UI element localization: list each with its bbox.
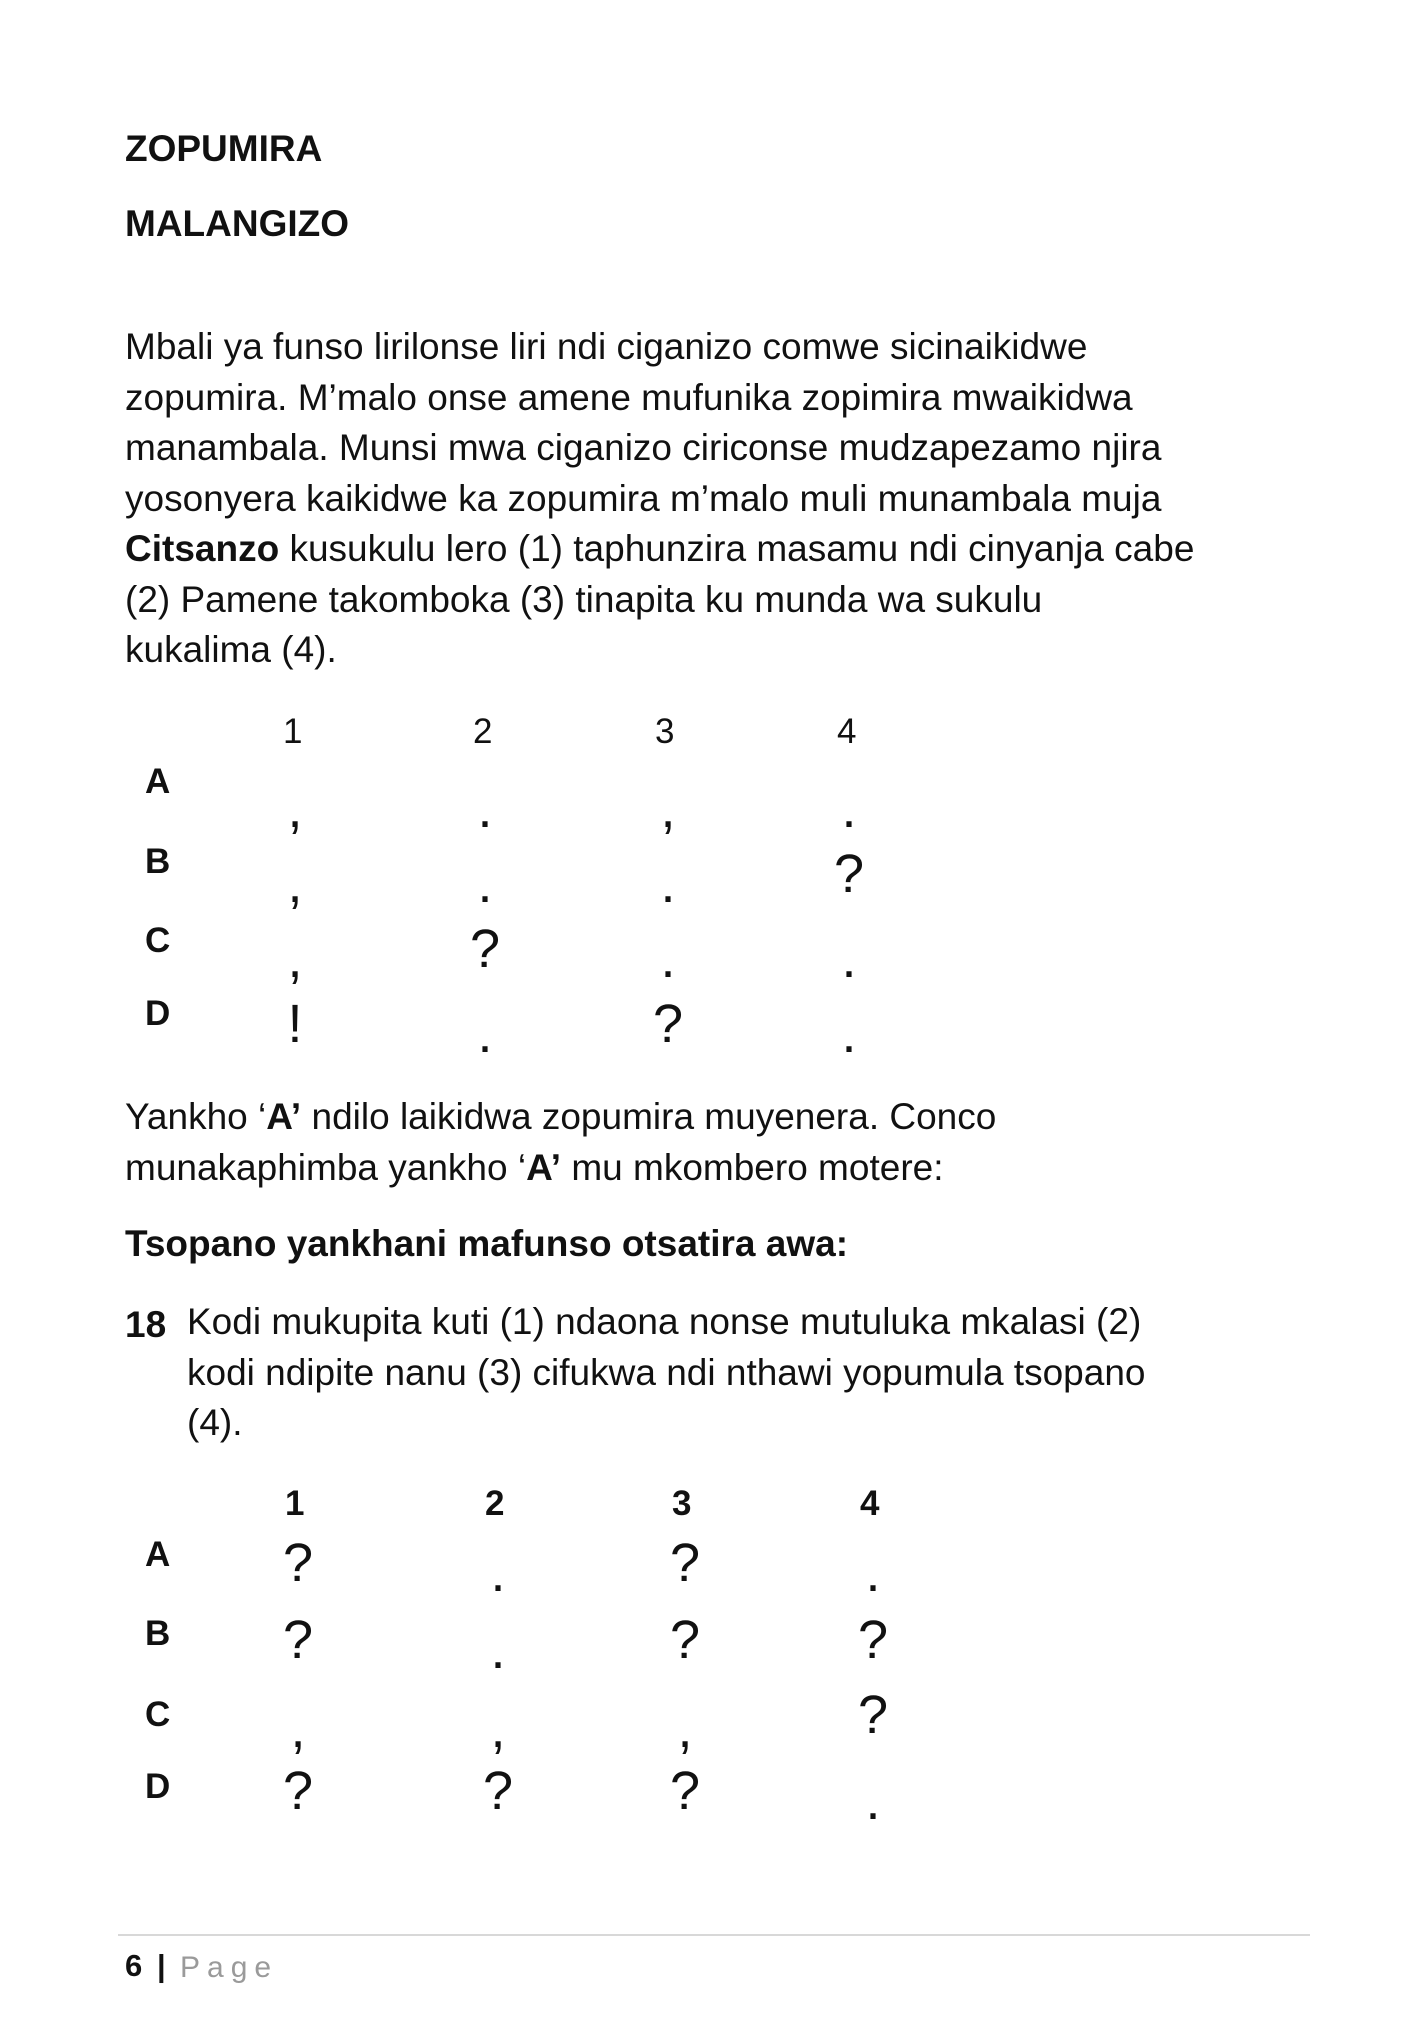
answer-letter: A’ — [526, 1146, 562, 1188]
option-label-c: C — [145, 921, 171, 960]
punctuation-mark: ? — [482, 1761, 514, 1821]
punctuation-mark: , — [287, 854, 303, 914]
punctuation-mark: , — [287, 929, 303, 989]
column-number: 2 — [473, 712, 493, 751]
punctuation-mark: ? — [469, 919, 501, 979]
explanation-text: mu mkombero motere: — [561, 1146, 944, 1188]
punctuation-mark: , — [287, 779, 303, 839]
explanation-text: ndilo laikidwa zopumira muyenera. Conco — [301, 1096, 997, 1137]
option-label-a: A — [145, 762, 171, 801]
punctuation-mark: . — [477, 1004, 493, 1064]
punctuation-mark: . — [841, 1004, 857, 1064]
column-number: 4 — [860, 1484, 880, 1523]
option-letter: C — [145, 1695, 171, 1734]
prompt-heading: Tsopano yankhani mafunso otsatira awa: — [125, 1223, 849, 1264]
option-label-b: B — [145, 842, 171, 881]
option-label-d: D — [145, 994, 171, 1033]
column-number: 1 — [283, 712, 303, 751]
punctuation-mark: ? — [652, 994, 684, 1054]
punctuation-mark: ? — [669, 1761, 701, 1821]
answer-letter: A’ — [266, 1096, 302, 1137]
column-number: 4 — [837, 712, 857, 751]
explanation-line — [125, 1143, 1325, 1194]
punctuation-mark: , — [660, 779, 676, 839]
example-label: Citsanzo — [125, 528, 280, 569]
punctuation-mark: ! — [287, 994, 303, 1054]
explanation-line — [125, 1092, 1325, 1143]
page-heading: ZOPUMIRA — [125, 128, 323, 169]
explanation-text: munakaphimba yankho ‘ — [125, 1146, 527, 1188]
question-line: Kodi mukupita kuti (1) ndaona nonse mutuluka mkalasi (2) — [187, 1301, 1142, 1342]
punctuation-mark: ? — [282, 1610, 314, 1670]
instructions-line — [125, 524, 1325, 575]
instructions-line: zopumira. M’malo onse amene mufunika zopimira mwaikidwa — [125, 376, 1133, 418]
option-letter: B — [145, 1614, 171, 1653]
question-line: (4). — [187, 1402, 243, 1443]
option-label-b[interactable] — [145, 1614, 170, 1654]
punctuation-mark: ? — [857, 1685, 889, 1745]
punctuation-mark: . — [841, 929, 857, 989]
footer-separator: | — [157, 1948, 166, 1983]
instructions-line: (2) Pamene takomboka (3) tinapita ku munda wa sukulu — [125, 578, 1043, 620]
footer-divider — [118, 1934, 1310, 1936]
example-text: kusukulu lero (1) taphunzira masamu ndi cinyanja cabe — [279, 528, 1195, 569]
option-label-a[interactable] — [145, 1535, 170, 1575]
punctuation-mark: . — [865, 1771, 881, 1831]
explanation-text: Yankho ‘ — [125, 1096, 267, 1137]
punctuation-mark: . — [477, 854, 493, 914]
option-letter: D — [145, 1767, 171, 1806]
question-text — [187, 1297, 1317, 1449]
punctuation-mark: ? — [282, 1761, 314, 1821]
column-number: 3 — [672, 1484, 692, 1523]
punctuation-mark: ? — [282, 1533, 314, 1593]
punctuation-mark: ? — [669, 1610, 701, 1670]
option-label-c[interactable] — [145, 1695, 170, 1735]
option-letter: A — [145, 1535, 171, 1574]
punctuation-mark: . — [490, 1620, 506, 1680]
punctuation-mark: ? — [857, 1610, 889, 1670]
punctuation-mark: . — [490, 1543, 506, 1603]
column-number: 2 — [485, 1484, 505, 1523]
instructions-line: manambala. Munsi mwa ciganizo ciriconse mudzapezamo njira — [125, 427, 1162, 468]
punctuation-mark: , — [490, 1699, 506, 1759]
punctuation-mark: , — [290, 1699, 306, 1759]
section-subheading: MALANGIZO — [125, 203, 350, 244]
instructions-line: Mbali ya funso lirilonse liri ndi ciganizo comwe sicinaikidwe — [125, 326, 1088, 367]
punctuation-mark: . — [477, 779, 493, 839]
option-label-d[interactable] — [145, 1767, 170, 1807]
punctuation-mark: . — [865, 1543, 881, 1603]
question-number: 18 — [125, 1304, 167, 1345]
column-number: 3 — [655, 712, 675, 751]
page-number: 6 — [125, 1948, 143, 1983]
punctuation-mark: ? — [669, 1533, 701, 1593]
explanation-paragraph — [125, 1092, 1325, 1193]
page-word: Page — [180, 1951, 279, 1984]
punctuation-mark: . — [660, 854, 676, 914]
instructions-paragraph — [125, 322, 1325, 676]
instructions-line: kukalima (4). — [125, 629, 337, 670]
punctuation-mark: . — [841, 779, 857, 839]
instructions-line: yosonyera kaikidwe ka zopumira m’malo muli munambala muja — [125, 477, 1162, 519]
punctuation-mark: ? — [833, 844, 865, 904]
column-number: 1 — [285, 1484, 305, 1523]
punctuation-mark: . — [660, 929, 676, 989]
question-line: kodi ndipite nanu (3) cifukwa ndi nthawi yopumula tsopano — [187, 1351, 1146, 1393]
punctuation-mark: , — [677, 1699, 693, 1759]
